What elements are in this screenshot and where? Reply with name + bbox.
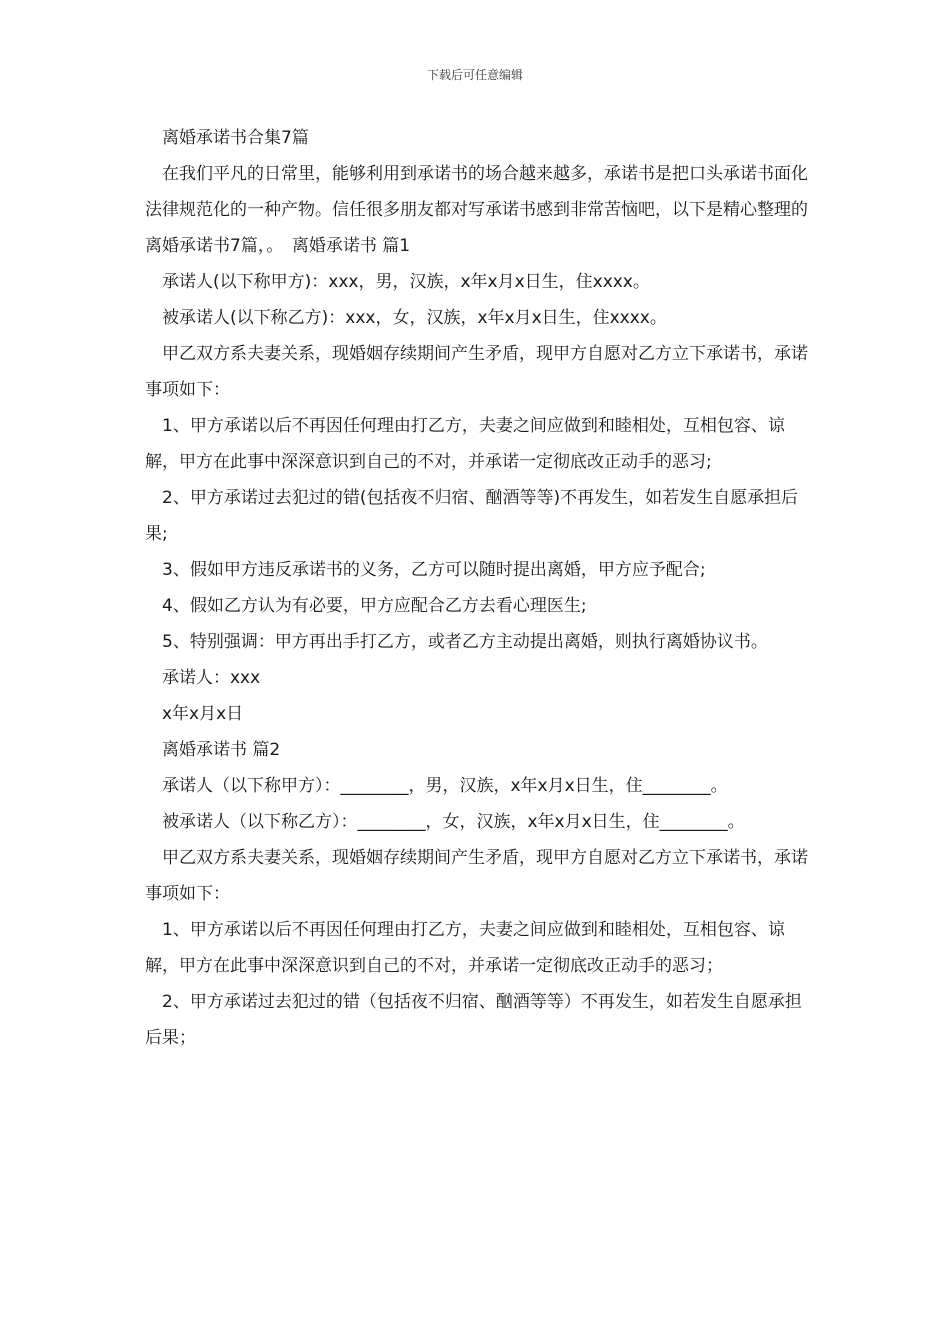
party-b-line: 被承诺人(以下称乙方)：xxx，女，汉族，x年x月x日生，住xxxx。 (162, 308, 667, 328)
party-a-line-2: 承诺人（以下称甲方）：________，男，汉族，x年x月x日生，住________。 (162, 776, 728, 796)
clause-5: 5、特别强调：甲方再出手打乙方，或者乙方主动提出离婚，则执行离婚协议书。 (162, 632, 768, 652)
relationship-paragraph-2: 甲乙双方系夫妻关系，现婚姻存续期间产生矛盾，现甲方自愿对乙方立下承诺书，承诺事项如下： (145, 848, 808, 904)
clause-1: 1、甲方承诺以后不再因任何理由打乙方，夫妻之间应做到和睦相处，互相包容、谅解，甲方在此事中深深意识到自己的不对，并承诺一定彻底改正动手的恶习; (145, 416, 785, 472)
signatory-line: 承诺人：xxx (162, 668, 261, 688)
clause-3: 3、假如甲方违反承诺书的义务，乙方可以随时提出离婚，甲方应予配合; (162, 560, 706, 580)
clause-2-2: 2、甲方承诺过去犯过的错（包括夜不归宿、酗酒等等）不再发生，如若发生自愿承担后果； (145, 992, 802, 1048)
clause-2: 2、甲方承诺过去犯过的错(包括夜不归宿、酗酒等等)不再发生，如若发生自愿承担后果; (145, 488, 799, 544)
intro-paragraph: 在我们平凡的日常里，能够利用到承诺书的场合越来越多，承诺书是把口头承诺书面化法律规范化的一种产物。信任很多朋友都对写承诺书感到非常苦恼吧，以下是精心整理的离婚承诺书7篇，。 离婚承诺书 篇1 (145, 164, 808, 256)
party-a-line: 承诺人(以下称甲方)：xxx，男，汉族，x年x月x日生，住xxxx。 (162, 272, 650, 292)
page-header-note: 下载后可任意编辑 (426, 68, 523, 82)
clause-4: 4、假如乙方认为有必要，甲方应配合乙方去看心理医生; (162, 596, 587, 616)
document-body (145, 120, 810, 1056)
document-title: 离婚承诺书合集7篇 (162, 128, 309, 148)
party-b-line-2: 被承诺人（以下称乙方）：________，女，汉族，x年x月x日生，住________。 (162, 812, 745, 832)
relationship-paragraph: 甲乙双方系夫妻关系，现婚姻存续期间产生矛盾，现甲方自愿对乙方立下承诺书，承诺事项如下： (145, 344, 808, 400)
clause-1-2: 1、甲方承诺以后不再因任何理由打乙方，夫妻之间应做到和睦相处，互相包容、谅解，甲方在此事中深深意识到自己的不对，并承诺一定彻底改正动手的恶习； (145, 920, 785, 976)
section-heading-2: 离婚承诺书 篇2 (162, 740, 281, 760)
date-line: x年x月x日 (162, 704, 244, 724)
